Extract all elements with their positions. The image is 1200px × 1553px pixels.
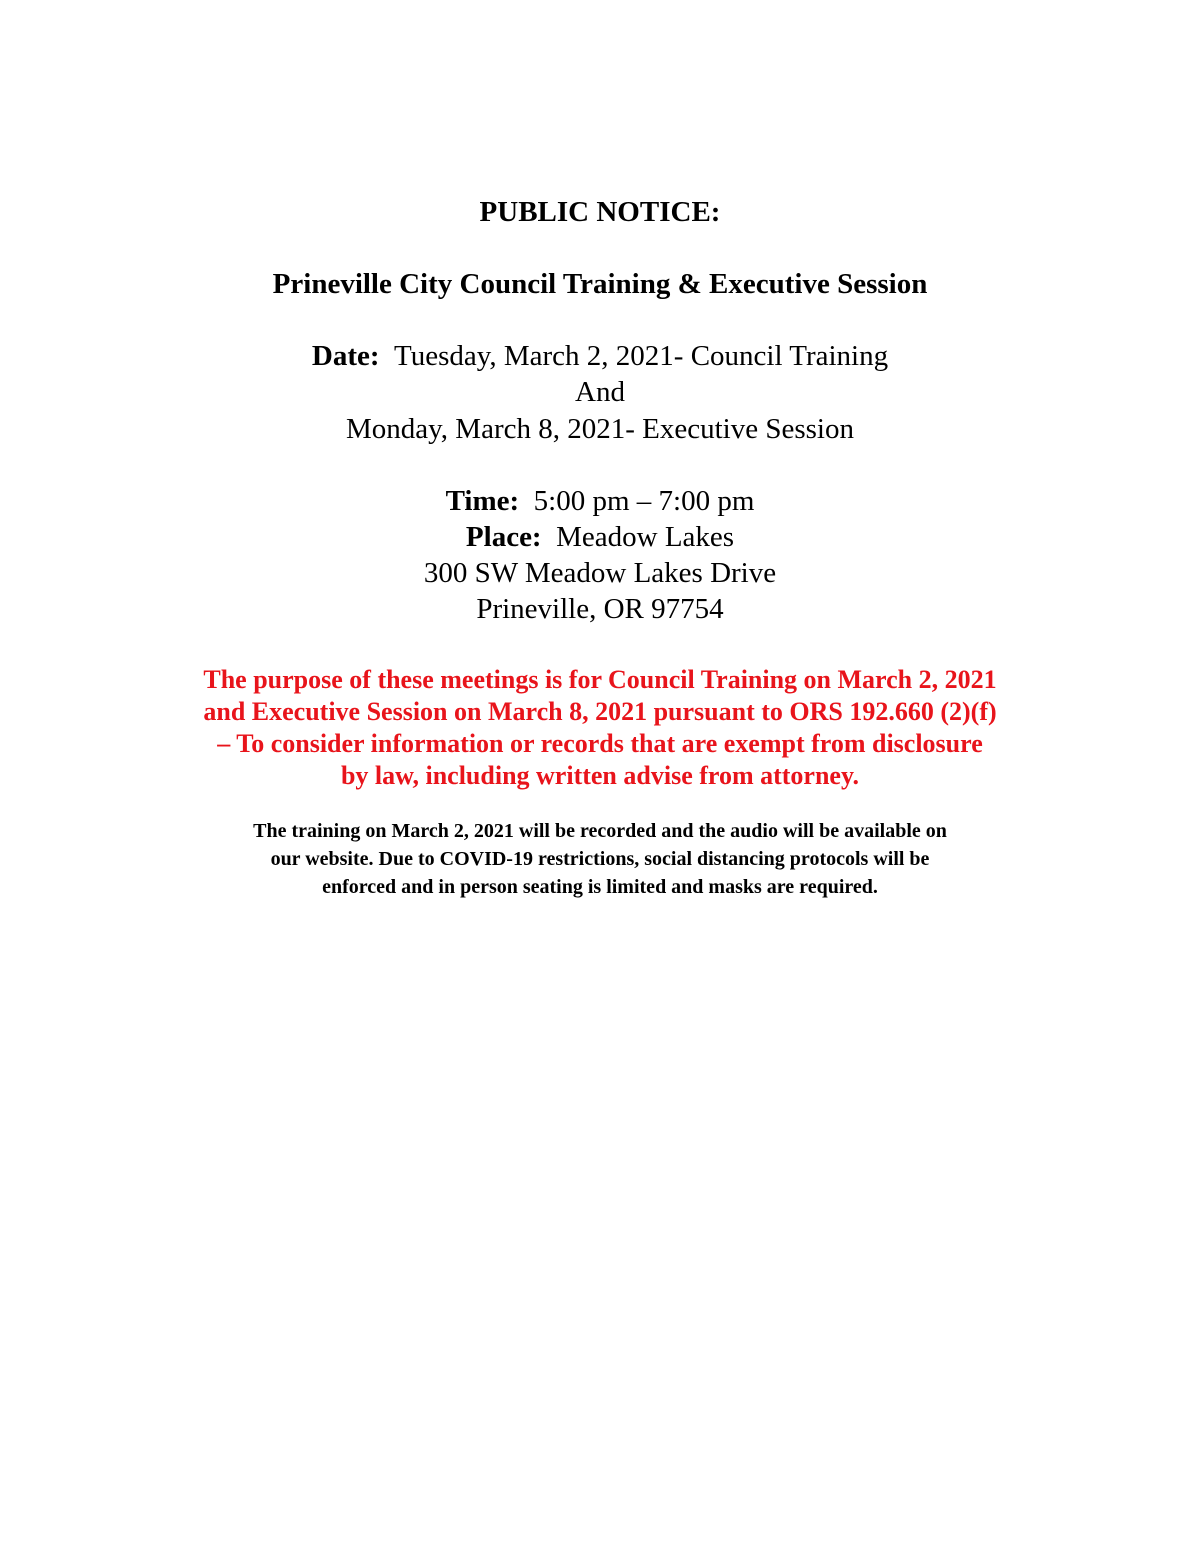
date-label: Date: [311,340,380,372]
place-line [0,521,1200,554]
notice-heading: PUBLIC NOTICE: [479,196,721,228]
date-value: Tuesday, March 2, 2021- Council Training [394,340,889,372]
purpose-line: – To consider information or records that are exempt from disclosure [217,729,983,758]
date-line [0,340,1200,373]
place-label: Place: [465,521,542,553]
time-value: 5:00 pm – 7:00 pm [533,485,755,517]
footer-line: The training on March 2, 2021 will be recorded and the audio will be available on [253,820,947,842]
and-text: And [575,376,625,408]
purpose-line: by law, including written advise from attorney. [340,761,860,790]
time-label: Time: [445,485,520,517]
footer-line: enforced and in person seating is limited and masks are required. [322,876,878,898]
session-title: Prineville City Council Training & Executive Session [272,268,928,300]
purpose-line: The purpose of these meetings is for Council Training on March 2, 2021 [203,665,997,694]
date2-value: Monday, March 8, 2021- Executive Session [346,413,854,445]
place-value: Meadow Lakes [556,521,735,553]
address-line-2: Prineville, OR 97754 [476,593,724,625]
address-line-1: 300 SW Meadow Lakes Drive [423,557,777,589]
footer-line: our website. Due to COVID-19 restrictions, social distancing protocols will be [270,848,930,870]
time-line [0,485,1200,518]
purpose-line: and Executive Session on March 8, 2021 pursuant to ORS 192.660 (2)(f) [203,697,997,726]
